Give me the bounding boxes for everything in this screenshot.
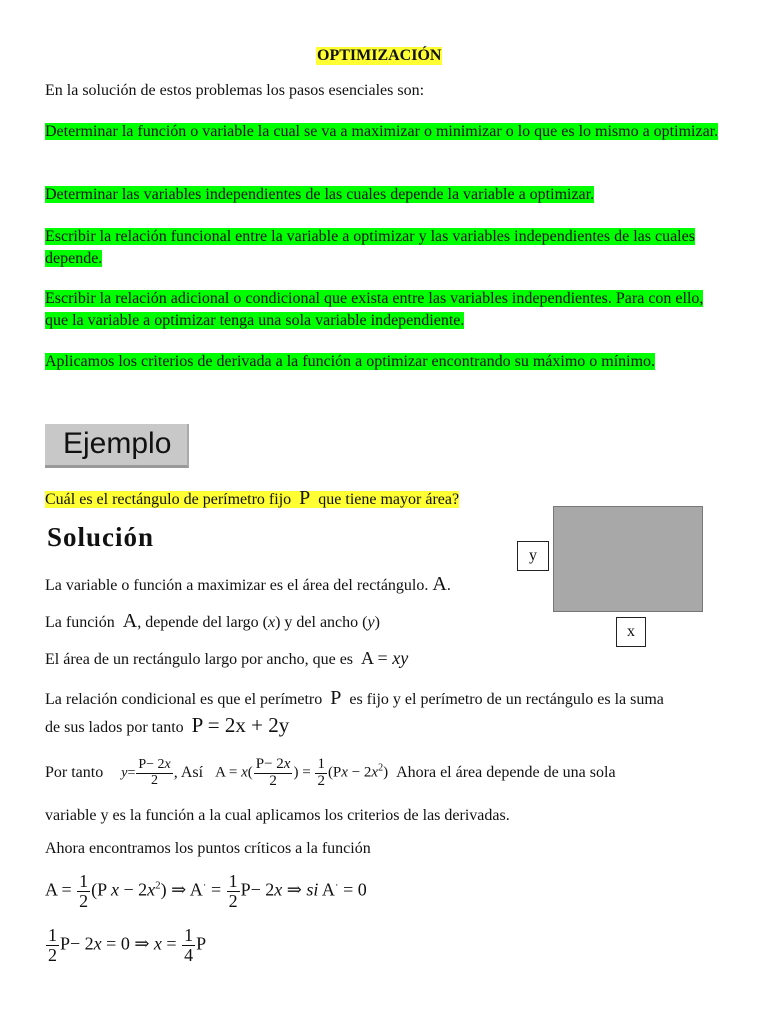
l2-symbol: A <box>122 610 138 632</box>
l4-symbol: P <box>330 687 342 709</box>
l6-a: Por tanto <box>45 764 104 782</box>
area-substitution: A = x( $\frac{P- 2x}{2}$ ) = $\frac{1}{2}$ $(Px - 2x^2)$ <box>215 756 389 789</box>
l2-d: ) <box>374 614 380 631</box>
l2-c: ) y del ancho ( <box>275 614 368 631</box>
critical-point-equation: $\frac{1}{2}$ P− 2x = 0 ⇒ x = $\frac{1}{4}$ P <box>48 925 207 965</box>
l6-b: , Así <box>173 764 204 782</box>
l5-text: de sus lados por tanto <box>45 719 184 736</box>
l2-b: , depende del largo ( <box>137 614 268 631</box>
example-heading: Ejemplo <box>45 424 189 468</box>
l2-y: y <box>367 614 375 631</box>
step-1-text: Determinar la función o variable la cual se va a maximizar o minimizar o lo que es lo mismo a optimizar. <box>45 123 719 140</box>
step-5-text: Aplicamos los criterios de derivada a la función a optimizar encontrando su máximo o mínimo. <box>45 353 656 370</box>
solution-line-7: variable y es la función a la cual aplicamos los criterios de las derivadas. <box>45 807 510 824</box>
l1-symbol: A <box>432 573 447 595</box>
l4-b: es fijo y el perímetro de un rectángulo es la suma <box>349 691 664 708</box>
page-title: OPTIMIZACIÓN <box>317 47 442 64</box>
derivative-equation: A = $\frac{1}{2}$ (P $x - 2x^2$) ⇒ A· = $\frac{1}{2}$ P− 2x ⇒ si A· = 0 <box>45 871 367 911</box>
area-equation <box>361 648 408 668</box>
step-3 <box>45 226 725 270</box>
solution-line-2 <box>45 610 380 634</box>
solution-line-5 <box>45 714 289 739</box>
l3-eq-rhs: xy <box>392 648 409 668</box>
l2-a: La función <box>45 614 115 631</box>
question-text <box>45 487 460 509</box>
rectangle-diagram <box>553 506 703 612</box>
l2-x: x <box>267 614 276 631</box>
step-2-text: Determinar las variables independientes de las cuales depende la variable a optimizar. <box>45 186 595 203</box>
solution-line-3 <box>45 647 408 671</box>
step-3-text: Escribir la relación funcional entre la variable a optimizar y las variables independientes de las cuales depende. <box>45 228 695 267</box>
question-after: que tiene mayor área? <box>318 491 460 508</box>
solution-line-6 <box>45 757 725 790</box>
solution-line-8: Ahora encontramos los puntos críticos a la función <box>45 840 371 857</box>
example-question <box>45 487 459 511</box>
perimeter-equation: P = 2x + 2y <box>191 713 290 737</box>
intro-text: En la solución de estos problemas los pasos esenciales son: <box>45 82 425 99</box>
question-before: Cuál es el rectángulo de perímetro fijo <box>45 491 292 508</box>
step-5 <box>45 351 735 373</box>
step-1 <box>45 121 725 143</box>
question-symbol: P <box>299 487 311 509</box>
solution-line-1: La variable o función a maximizar es el área del rectángulo. A. <box>45 573 451 595</box>
l6-c: Ahora el área depende de una sola <box>396 764 616 782</box>
step-4-text: Escribir la relación adicional o condicional que exista entre las variables independientes. Para con ello, que la variable a optimizar tenga una sola variable independiente. <box>45 290 704 329</box>
l3-eq-lhs: A = <box>361 648 393 668</box>
y-substitution: y= $\frac{P- 2x}{2}$ <box>121 757 171 788</box>
solution-heading: Solución <box>47 522 155 552</box>
l1-text: La variable o función a maximizar es el área del rectángulo. <box>45 577 429 594</box>
solution-line-4 <box>45 687 725 711</box>
l4-a: La relación condicional es que el perímetro <box>45 691 323 708</box>
step-4 <box>45 288 725 332</box>
l3-text: El área de un rectángulo largo por ancho, que es <box>45 651 354 668</box>
x-label-box: x <box>616 617 646 647</box>
step-2 <box>45 184 725 206</box>
y-label-box: y <box>517 541 549 571</box>
